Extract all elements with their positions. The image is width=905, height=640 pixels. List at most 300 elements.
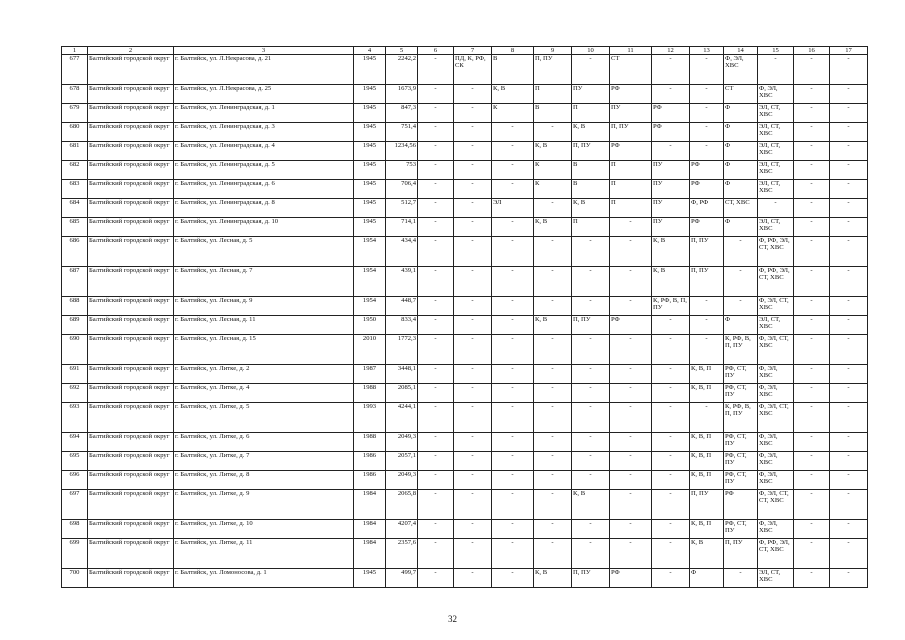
table-row <box>62 161 868 180</box>
area-cell: 499,7 <box>386 569 418 588</box>
col-11-cell: - <box>610 490 652 520</box>
col-14-cell: К, РФ, В, П, ПУ <box>724 403 758 433</box>
col-16-cell: - <box>794 471 830 490</box>
table-row <box>62 267 868 297</box>
table-row <box>62 85 868 104</box>
table-row <box>62 490 868 520</box>
table-row <box>62 199 868 218</box>
col-14-cell: СТ <box>724 85 758 104</box>
year-built-cell: 1984 <box>354 490 386 520</box>
col-11-cell: П <box>610 199 652 218</box>
municipality-cell: Балтийский городской округ <box>88 199 174 218</box>
col-6-cell: - <box>418 520 454 539</box>
col-11-cell: - <box>610 471 652 490</box>
col-6-cell: - <box>418 180 454 199</box>
col-17-cell: - <box>830 123 868 142</box>
column-number-6: 6 <box>418 47 454 55</box>
col-8-cell: - <box>492 142 534 161</box>
col-12-cell: - <box>652 316 690 335</box>
col-6-cell: - <box>418 123 454 142</box>
col-10-cell: П, ПУ <box>572 142 610 161</box>
col-6-cell: - <box>418 55 454 85</box>
col-16-cell: - <box>794 237 830 267</box>
column-number-16: 16 <box>794 47 830 55</box>
row-number-cell: 685 <box>62 218 88 237</box>
col-7-cell: - <box>454 403 492 433</box>
col-7-cell: - <box>454 267 492 297</box>
col-6-cell: - <box>418 471 454 490</box>
col-16-cell: - <box>794 142 830 161</box>
col-17-cell: - <box>830 85 868 104</box>
address-cell: г. Балтийск, ул. Ленинградская, д. 6 <box>174 180 354 199</box>
column-number-12: 12 <box>652 47 690 55</box>
municipality-cell: Балтийский городской округ <box>88 384 174 403</box>
row-number-cell: 692 <box>62 384 88 403</box>
col-12-cell: ПУ <box>652 218 690 237</box>
col-12-cell: - <box>652 142 690 161</box>
year-built-cell: 1945 <box>354 569 386 588</box>
col-6-cell: - <box>418 267 454 297</box>
year-built-cell: 1987 <box>354 365 386 384</box>
col-8-cell: - <box>492 335 534 365</box>
col-9-cell: - <box>534 520 572 539</box>
municipality-cell: Балтийский городской округ <box>88 55 174 85</box>
col-15-cell: ЭЛ, СТ, ХВС <box>758 180 794 199</box>
year-built-cell: 1954 <box>354 237 386 267</box>
row-number-cell: 682 <box>62 161 88 180</box>
col-15-cell: Ф, ЭЛ, ХВС <box>758 365 794 384</box>
col-8-cell: - <box>492 237 534 267</box>
address-cell: г. Балтийск, ул. Л.Некрасова, д. 21 <box>174 55 354 85</box>
area-cell: 1673,9 <box>386 85 418 104</box>
address-cell: г. Балтийск, ул. Л.Некрасова, д. 25 <box>174 85 354 104</box>
col-13-cell: - <box>690 85 724 104</box>
municipality-cell: Балтийский городской округ <box>88 365 174 384</box>
col-16-cell: - <box>794 161 830 180</box>
col-13-cell: РФ <box>690 218 724 237</box>
col-15-cell: Ф, ЭЛ, ХВС <box>758 520 794 539</box>
table-row <box>62 142 868 161</box>
area-cell: 706,4 <box>386 180 418 199</box>
col-8-cell: - <box>492 365 534 384</box>
municipality-cell: Балтийский городской округ <box>88 297 174 316</box>
area-cell: 2057,1 <box>386 452 418 471</box>
col-10-cell: ПУ <box>572 85 610 104</box>
col-9-cell: - <box>534 237 572 267</box>
col-16-cell: - <box>794 180 830 199</box>
col-17-cell: - <box>830 365 868 384</box>
col-6-cell: - <box>418 316 454 335</box>
col-12-cell: ПУ <box>652 161 690 180</box>
column-number-1: 1 <box>62 47 88 55</box>
col-16-cell: - <box>794 433 830 452</box>
col-15-cell: Ф, РФ, ЭЛ, СТ, ХВС <box>758 539 794 569</box>
year-built-cell: 1945 <box>354 104 386 123</box>
col-15-cell: ЭЛ, СТ, ХВС <box>758 218 794 237</box>
column-number-14: 14 <box>724 47 758 55</box>
col-15-cell: Ф, РФ, ЭЛ, СТ, ХВС <box>758 267 794 297</box>
year-built-cell: 1945 <box>354 142 386 161</box>
col-13-cell: К, В, П <box>690 520 724 539</box>
col-15-cell: Ф, ЭЛ, ХВС <box>758 452 794 471</box>
col-14-cell: Ф, ЭЛ, ХВС <box>724 55 758 85</box>
table-row <box>62 297 868 316</box>
col-17-cell: - <box>830 142 868 161</box>
col-7-cell: - <box>454 316 492 335</box>
col-6-cell: - <box>418 161 454 180</box>
col-9-cell: К <box>534 161 572 180</box>
row-number-cell: 679 <box>62 104 88 123</box>
area-cell: 2049,3 <box>386 433 418 452</box>
col-15-cell: ЭЛ, СТ, ХВС <box>758 161 794 180</box>
column-number-7: 7 <box>454 47 492 55</box>
col-12-cell: - <box>652 539 690 569</box>
col-10-cell: К, В <box>572 123 610 142</box>
row-number-cell: 678 <box>62 85 88 104</box>
col-11-cell: - <box>610 452 652 471</box>
year-built-cell: 1945 <box>354 180 386 199</box>
col-14-cell: Ф <box>724 316 758 335</box>
col-9-cell: К, В <box>534 316 572 335</box>
table-row <box>62 452 868 471</box>
address-cell: г. Балтийск, ул. Ленинградская, д. 10 <box>174 218 354 237</box>
col-15-cell: Ф, РФ, ЭЛ, СТ, ХВС <box>758 237 794 267</box>
col-11-cell: СТ <box>610 55 652 85</box>
col-8-cell: - <box>492 384 534 403</box>
col-7-cell: - <box>454 142 492 161</box>
col-9-cell: - <box>534 123 572 142</box>
register-sheet <box>61 46 868 588</box>
col-11-cell: - <box>610 520 652 539</box>
table-row <box>62 403 868 433</box>
col-10-cell: - <box>572 365 610 384</box>
col-9-cell: В <box>534 104 572 123</box>
col-10-cell: - <box>572 520 610 539</box>
col-11-cell: РФ <box>610 85 652 104</box>
col-16-cell: - <box>794 365 830 384</box>
address-cell: г. Балтийск, ул. Лесная, д. 15 <box>174 335 354 365</box>
col-16-cell: - <box>794 452 830 471</box>
municipality-cell: Балтийский городской округ <box>88 569 174 588</box>
col-8-cell: - <box>492 218 534 237</box>
municipality-cell: Балтийский городской округ <box>88 471 174 490</box>
col-17-cell: - <box>830 433 868 452</box>
municipality-cell: Балтийский городской округ <box>88 403 174 433</box>
col-7-cell: - <box>454 539 492 569</box>
col-7-cell: - <box>454 180 492 199</box>
col-8-cell: - <box>492 180 534 199</box>
col-14-cell: - <box>724 267 758 297</box>
col-13-cell: К, В, П <box>690 433 724 452</box>
col-12-cell: РФ <box>652 123 690 142</box>
col-12-cell: - <box>652 490 690 520</box>
row-number-cell: 691 <box>62 365 88 384</box>
col-7-cell: - <box>454 104 492 123</box>
col-14-cell: Ф <box>724 104 758 123</box>
col-12-cell: - <box>652 403 690 433</box>
col-6-cell: - <box>418 85 454 104</box>
col-13-cell: - <box>690 123 724 142</box>
col-8-cell: - <box>492 316 534 335</box>
row-number-cell: 699 <box>62 539 88 569</box>
col-9-cell: - <box>534 384 572 403</box>
table-row <box>62 433 868 452</box>
col-17-cell: - <box>830 539 868 569</box>
col-15-cell: Ф, ЭЛ, СТ, ХВС <box>758 335 794 365</box>
buildings-table <box>61 46 868 588</box>
col-12-cell: - <box>652 520 690 539</box>
col-10-cell: - <box>572 297 610 316</box>
col-14-cell: РФ <box>724 490 758 520</box>
col-14-cell: - <box>724 237 758 267</box>
col-10-cell: - <box>572 237 610 267</box>
area-cell: 434,4 <box>386 237 418 267</box>
col-16-cell: - <box>794 218 830 237</box>
year-built-cell: 1945 <box>354 123 386 142</box>
col-14-cell: Ф <box>724 218 758 237</box>
col-15-cell: - <box>758 199 794 218</box>
col-17-cell: - <box>830 55 868 85</box>
row-number-cell: 687 <box>62 267 88 297</box>
address-cell: г. Балтийск, ул. Лесная, д. 5 <box>174 237 354 267</box>
col-9-cell: - <box>534 471 572 490</box>
col-17-cell: - <box>830 218 868 237</box>
municipality-cell: Балтийский городской округ <box>88 180 174 199</box>
row-number-cell: 693 <box>62 403 88 433</box>
col-14-cell: Ф <box>724 142 758 161</box>
col-9-cell: - <box>534 297 572 316</box>
col-15-cell: Ф, ЭЛ, СТ, ХВС <box>758 297 794 316</box>
col-7-cell: - <box>454 490 492 520</box>
col-8-cell: - <box>492 539 534 569</box>
year-built-cell: 1945 <box>354 218 386 237</box>
year-built-cell: 1945 <box>354 85 386 104</box>
col-15-cell: Ф, ЭЛ, СТ, СТ, ХВС <box>758 490 794 520</box>
col-17-cell: - <box>830 520 868 539</box>
col-12-cell: К, РФ, В, П, ПУ <box>652 297 690 316</box>
col-11-cell: - <box>610 365 652 384</box>
address-cell: г. Балтийск, ул. Литке, д. 6 <box>174 433 354 452</box>
col-9-cell: - <box>534 433 572 452</box>
year-built-cell: 1984 <box>354 520 386 539</box>
col-12-cell: К, В <box>652 237 690 267</box>
col-11-cell: РФ <box>610 142 652 161</box>
year-built-cell: 1988 <box>354 384 386 403</box>
table-row <box>62 104 868 123</box>
col-9-cell: К <box>534 180 572 199</box>
address-cell: г. Балтийск, ул. Ленинградская, д. 3 <box>174 123 354 142</box>
col-12-cell: - <box>652 471 690 490</box>
col-11-cell: ПУ <box>610 104 652 123</box>
year-built-cell: 1954 <box>354 297 386 316</box>
col-8-cell: - <box>492 297 534 316</box>
col-17-cell: - <box>830 199 868 218</box>
municipality-cell: Балтийский городской округ <box>88 123 174 142</box>
table-row <box>62 520 868 539</box>
address-cell: г. Балтийск, ул. Литке, д. 4 <box>174 384 354 403</box>
row-number-cell: 700 <box>62 569 88 588</box>
table-row <box>62 569 868 588</box>
table-row <box>62 180 868 199</box>
address-cell: г. Балтийск, ул. Литке, д. 11 <box>174 539 354 569</box>
col-9-cell: - <box>534 403 572 433</box>
col-7-cell: - <box>454 237 492 267</box>
row-number-cell: 681 <box>62 142 88 161</box>
area-cell: 3448,1 <box>386 365 418 384</box>
col-6-cell: - <box>418 104 454 123</box>
col-13-cell: К, В, П <box>690 365 724 384</box>
municipality-cell: Балтийский городской округ <box>88 218 174 237</box>
col-15-cell: ЭЛ, СТ, ХВС <box>758 123 794 142</box>
col-6-cell: - <box>418 142 454 161</box>
col-16-cell: - <box>794 267 830 297</box>
col-12-cell: ПУ <box>652 180 690 199</box>
year-built-cell: 1984 <box>354 539 386 569</box>
col-15-cell: Ф, ЭЛ, ХВС <box>758 471 794 490</box>
col-16-cell: - <box>794 490 830 520</box>
col-8-cell: ЭЛ <box>492 199 534 218</box>
col-12-cell: - <box>652 569 690 588</box>
address-cell: г. Балтийск, ул. Литке, д. 2 <box>174 365 354 384</box>
address-cell: г. Балтийск, ул. Ленинградская, д. 4 <box>174 142 354 161</box>
col-6-cell: - <box>418 384 454 403</box>
col-9-cell: К, В <box>534 218 572 237</box>
column-number-15: 15 <box>758 47 794 55</box>
address-cell: г. Балтийск, ул. Литке, д. 9 <box>174 490 354 520</box>
table-row <box>62 123 868 142</box>
col-11-cell: РФ <box>610 569 652 588</box>
col-7-cell: - <box>454 199 492 218</box>
year-built-cell: 1986 <box>354 452 386 471</box>
col-11-cell: - <box>610 267 652 297</box>
table-row <box>62 335 868 365</box>
col-17-cell: - <box>830 403 868 433</box>
column-number-9: 9 <box>534 47 572 55</box>
col-13-cell: - <box>690 55 724 85</box>
col-8-cell: - <box>492 123 534 142</box>
table-row <box>62 384 868 403</box>
col-15-cell: Ф, ЭЛ, СТ, ХВС <box>758 403 794 433</box>
col-16-cell: - <box>794 297 830 316</box>
col-13-cell: К, В, П <box>690 452 724 471</box>
area-cell: 512,7 <box>386 199 418 218</box>
col-10-cell: П <box>572 218 610 237</box>
column-number-10: 10 <box>572 47 610 55</box>
col-17-cell: - <box>830 180 868 199</box>
row-number-cell: 697 <box>62 490 88 520</box>
municipality-cell: Балтийский городской округ <box>88 490 174 520</box>
municipality-cell: Балтийский городской округ <box>88 539 174 569</box>
col-8-cell: В <box>492 55 534 85</box>
col-15-cell: Ф, ЭЛ, ХВС <box>758 85 794 104</box>
col-12-cell: - <box>652 365 690 384</box>
col-16-cell: - <box>794 569 830 588</box>
col-16-cell: - <box>794 539 830 569</box>
municipality-cell: Балтийский городской округ <box>88 267 174 297</box>
col-13-cell: РФ <box>690 180 724 199</box>
col-12-cell: К, В <box>652 267 690 297</box>
col-14-cell: РФ, СТ, ПУ <box>724 365 758 384</box>
col-13-cell: - <box>690 335 724 365</box>
col-9-cell: К, В <box>534 142 572 161</box>
municipality-cell: Балтийский городской округ <box>88 316 174 335</box>
col-13-cell: - <box>690 142 724 161</box>
col-11-cell: П <box>610 180 652 199</box>
col-13-cell: Ф, РФ <box>690 199 724 218</box>
col-16-cell: - <box>794 199 830 218</box>
col-10-cell: - <box>572 452 610 471</box>
col-8-cell: - <box>492 161 534 180</box>
address-cell: г. Балтийск, ул. Лесная, д. 9 <box>174 297 354 316</box>
row-number-cell: 680 <box>62 123 88 142</box>
col-7-cell: - <box>454 433 492 452</box>
col-10-cell: - <box>572 471 610 490</box>
col-16-cell: - <box>794 384 830 403</box>
col-16-cell: - <box>794 316 830 335</box>
col-13-cell: - <box>690 403 724 433</box>
area-cell: 1772,3 <box>386 335 418 365</box>
col-13-cell: РФ <box>690 161 724 180</box>
col-11-cell: - <box>610 335 652 365</box>
col-7-cell: ПД, К, РФ, СК <box>454 55 492 85</box>
page-number: 32 <box>448 614 457 624</box>
year-built-cell: 1950 <box>354 316 386 335</box>
col-9-cell: - <box>534 490 572 520</box>
year-built-cell: 2010 <box>354 335 386 365</box>
row-number-cell: 684 <box>62 199 88 218</box>
col-10-cell: П, ПУ <box>572 569 610 588</box>
col-9-cell: - <box>534 267 572 297</box>
table-row <box>62 237 868 267</box>
col-15-cell: ЭЛ, СТ, ХВС <box>758 569 794 588</box>
col-9-cell: - <box>534 335 572 365</box>
municipality-cell: Балтийский городской округ <box>88 452 174 471</box>
address-cell: г. Балтийск, ул. Ленинградская, д. 5 <box>174 161 354 180</box>
col-8-cell: - <box>492 403 534 433</box>
col-17-cell: - <box>830 384 868 403</box>
col-14-cell: - <box>724 297 758 316</box>
col-7-cell: - <box>454 365 492 384</box>
col-8-cell: - <box>492 569 534 588</box>
col-11-cell: - <box>610 218 652 237</box>
col-9-cell: П, ПУ <box>534 55 572 85</box>
col-10-cell: - <box>572 267 610 297</box>
row-number-cell: 696 <box>62 471 88 490</box>
col-6-cell: - <box>418 569 454 588</box>
area-cell: 753 <box>386 161 418 180</box>
col-17-cell: - <box>830 471 868 490</box>
municipality-cell: Балтийский городской округ <box>88 520 174 539</box>
col-14-cell: Ф <box>724 161 758 180</box>
col-8-cell: - <box>492 520 534 539</box>
area-cell: 439,1 <box>386 267 418 297</box>
col-12-cell: ПУ <box>652 199 690 218</box>
municipality-cell: Балтийский городской округ <box>88 433 174 452</box>
col-11-cell: РФ <box>610 316 652 335</box>
col-6-cell: - <box>418 199 454 218</box>
table-row <box>62 471 868 490</box>
col-12-cell: - <box>652 55 690 85</box>
col-10-cell: - <box>572 539 610 569</box>
col-14-cell: РФ, СТ, ПУ <box>724 520 758 539</box>
table-body <box>62 47 868 588</box>
area-cell: 714,1 <box>386 218 418 237</box>
area-cell: 2242,2 <box>386 55 418 85</box>
column-number-5: 5 <box>386 47 418 55</box>
col-13-cell: - <box>690 297 724 316</box>
municipality-cell: Балтийский городской округ <box>88 104 174 123</box>
area-cell: 448,7 <box>386 297 418 316</box>
